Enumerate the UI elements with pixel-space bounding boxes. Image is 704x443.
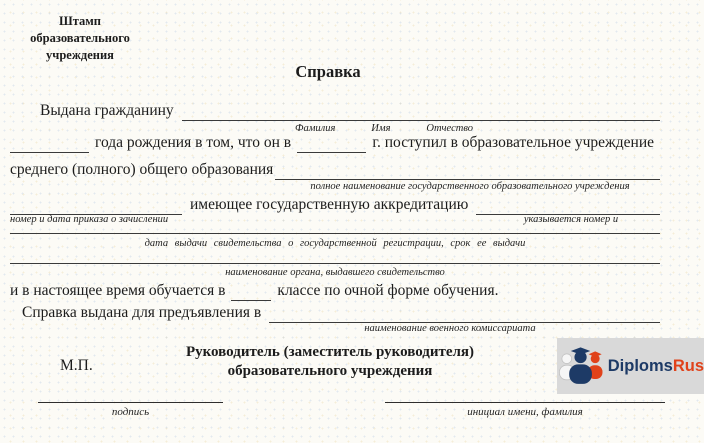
order-caption: номер и дата приказа о зачислении	[10, 214, 169, 225]
order-blank	[10, 196, 182, 215]
signatory-title-line2: образовательного учреждения	[227, 363, 433, 379]
graduates-icon	[557, 342, 606, 390]
stamp-place: М.П.	[60, 357, 93, 374]
commissariat-blank	[269, 304, 660, 323]
education-caption: полное наименование государственного образовательного учреждения	[310, 181, 630, 192]
education-line	[10, 160, 660, 180]
patronymic-caption: Отчество	[426, 123, 473, 134]
study-text-before: и в настоящее время обучается в	[10, 282, 226, 299]
signatory-title-line1: Руководитель (заместитель руководителя)	[185, 344, 475, 360]
accreditation-line	[10, 195, 660, 215]
document-title: Справка	[295, 62, 361, 81]
registration-caption: дата выдачи свидетельства о государственной регистрации, срок ее выдачи	[144, 238, 526, 249]
signature-caption: подпись	[111, 406, 150, 418]
birth-text: года рождения в том, что он в	[94, 134, 292, 151]
presentation-label: Справка выдана для предъявления в	[22, 304, 262, 321]
stamp-line: учреждения	[46, 48, 114, 62]
birth-line	[10, 133, 660, 153]
registration-blank-line	[10, 233, 660, 234]
diplomsrus-logo	[557, 338, 704, 394]
education-label: среднего (полного) общего образования	[10, 161, 274, 178]
study-text-after: классе по очной форме обучения.	[277, 282, 499, 299]
authority-blank-line	[10, 263, 660, 264]
initials-caption: инициал имени, фамилия	[467, 406, 583, 418]
accreditation-label: имеющее государственную аккредитацию	[190, 196, 469, 213]
stamp-line: Штамп	[59, 14, 101, 28]
signature-blank-line	[38, 402, 223, 403]
authority-caption: наименование органа, выдавшего свидетельство	[225, 267, 445, 278]
issued-label: Выдана гражданину	[40, 102, 174, 119]
logo-text	[608, 357, 704, 376]
surname-caption: Фамилия	[295, 123, 336, 134]
presentation-line	[10, 303, 660, 323]
institution-name-blank	[275, 161, 660, 180]
logo-text-primary: Diploms	[607, 356, 673, 375]
commissariat-caption: наименование военного комиссариата	[364, 323, 536, 334]
accreditation-blank	[476, 196, 660, 215]
grade-blank	[231, 282, 271, 301]
study-line	[10, 281, 660, 301]
issued-line	[10, 101, 660, 121]
birth-year-blank	[10, 134, 89, 153]
entry-text: г. поступил в образовательное учреждение	[372, 134, 654, 151]
stamp-line: образовательного	[30, 31, 130, 45]
logo-text-secondary: Rus	[672, 356, 704, 375]
stamp-placeholder	[10, 13, 150, 64]
name-caption: Имя	[371, 123, 391, 134]
fio-blank	[182, 102, 660, 121]
accreditation-number-caption: указывается номер и	[523, 214, 619, 225]
entry-year-blank	[297, 134, 366, 153]
initials-blank-line	[385, 402, 665, 403]
